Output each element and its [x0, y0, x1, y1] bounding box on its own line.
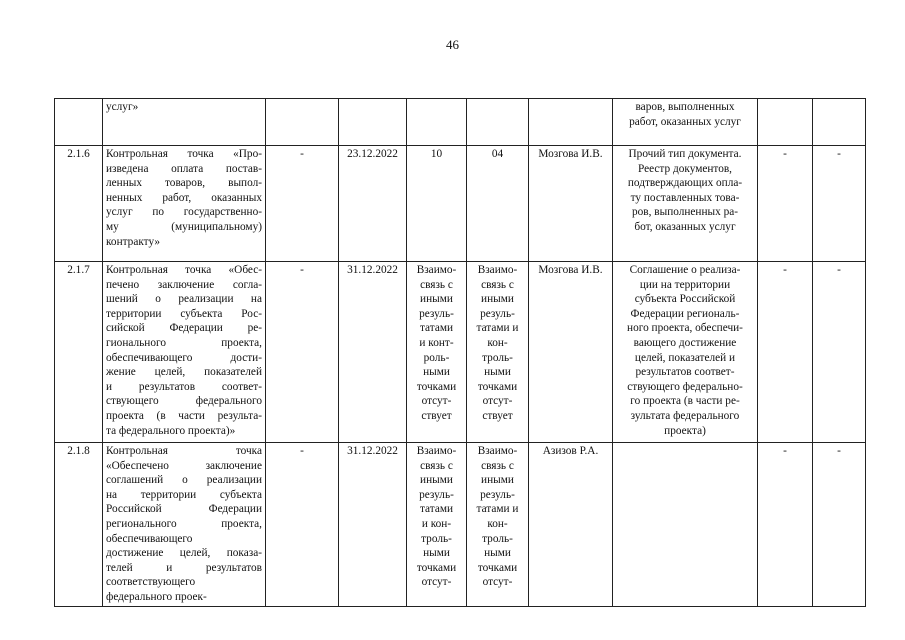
cell-text-line: ту поставленных това-: [630, 191, 740, 204]
responsible-person-cell: Мозгова И.В.: [529, 262, 613, 443]
cell-text-line: Федерации региональ-: [630, 307, 740, 320]
cell-text-line: телей и результатов: [106, 561, 262, 574]
relation-cell-1: [407, 146, 467, 262]
cell-text-line: работ, оказанных услуг: [629, 115, 741, 128]
cell-text-line: резуль-: [480, 307, 515, 320]
cell-text-line: ными: [423, 366, 450, 379]
cell-text-line: резуль-: [419, 488, 454, 501]
cell-text-line: связь с: [481, 459, 514, 472]
cell-text-line: Соглашение о реализа-: [629, 264, 741, 276]
cell-text-line: и кон-: [421, 517, 452, 530]
confirming-document-cell: [613, 262, 758, 443]
cell-text-line: соглашений о реализации: [106, 474, 262, 487]
cell-text-line: точками: [416, 380, 457, 393]
cell-text-line: троль-: [482, 532, 513, 545]
responsible-person-cell: [529, 99, 613, 146]
cell-text-line: сийской Федерации ре-: [106, 322, 262, 335]
cell-text-line: Контрольная точка: [106, 445, 262, 457]
confirming-document-cell: [613, 443, 758, 607]
cell-text-line: та федерального проекта)»: [106, 424, 236, 437]
responsible-person-cell: Мозгова И.В.: [529, 146, 613, 262]
cell-text-line: отсут-: [482, 395, 513, 408]
relation-cell-2: [467, 99, 529, 146]
cell-text-line: резуль-: [480, 488, 515, 501]
cell-text-line: и результатов соответ-: [106, 380, 262, 393]
correspondence-cell: -: [813, 146, 866, 262]
cell-text-line: печено заключение согла-: [106, 278, 262, 291]
cell-text-line: иными: [481, 474, 514, 487]
cell-text-line: Контрольная точка «Про-: [106, 148, 262, 160]
due-date-cell: 31.12.2022: [339, 262, 407, 443]
due-date-cell: 31.12.2022: [339, 443, 407, 607]
row-number-cell: [55, 99, 103, 146]
cell-text-line: точками: [477, 561, 518, 574]
cell-text-line: на территории субъекта: [106, 488, 262, 501]
cell-text-line: роль-: [423, 351, 450, 364]
cell-text-line: Взаимо-: [477, 264, 518, 276]
cell-text-line: Взаимо-: [477, 445, 518, 457]
relation-cell-1: [407, 443, 467, 607]
cell-text-line: проекта): [664, 424, 706, 437]
relation-cell-1: [407, 99, 467, 146]
cell-text-line: связь с: [481, 278, 514, 291]
cell-text-line: вающего достижение: [633, 336, 737, 349]
table-row: [55, 262, 866, 443]
flag-cell: -: [266, 262, 339, 443]
cell-text-line: федерального проек-: [106, 590, 207, 603]
row-number-cell: 2.1.7: [55, 262, 103, 443]
cell-text-line: отсут-: [421, 395, 452, 408]
correspondence-cell: -: [813, 443, 866, 607]
cell-text-line: подтверждающих опла-: [627, 177, 743, 190]
cell-text-line: му (муниципальному): [106, 220, 262, 233]
cell-text-line: ции на территории: [639, 278, 731, 291]
cell-text-line: связь с: [420, 459, 453, 472]
cell-text-line: шений о реализации на: [106, 293, 262, 306]
cell-text-line: 04: [491, 148, 504, 160]
cell-text-line: ными: [484, 547, 511, 560]
control-point-description-cell: [103, 262, 266, 443]
cell-text-line: отсут-: [482, 576, 513, 589]
cell-text-line: точками: [416, 561, 457, 574]
flag-cell: -: [266, 443, 339, 607]
flag-cell: -: [266, 146, 339, 262]
verification-cell: [758, 99, 813, 146]
cell-text-line: кон-: [487, 517, 508, 530]
cell-text-line: иными: [420, 474, 453, 487]
cell-text-line: ствующего федерально-: [627, 380, 743, 393]
cell-text-line: ствующего федерального: [106, 395, 262, 408]
control-point-description-cell: [103, 443, 266, 607]
table-row: [55, 443, 866, 607]
cell-text-line: Контрольная точка «Обес-: [106, 264, 262, 276]
due-date-cell: 23.12.2022: [339, 146, 407, 262]
cell-text-line: резуль-: [419, 307, 454, 320]
cell-text-line: услуг по государственно-: [106, 206, 262, 219]
cell-text-line: го проекта (в части ре-: [630, 395, 740, 408]
cell-text-line: зультата федерального: [630, 409, 740, 422]
cell-text-line: варов, выполненных: [635, 101, 735, 113]
cell-text-line: отсут-: [421, 576, 452, 589]
cell-text-line: «Обеспечено заключение: [106, 459, 262, 472]
relation-cell-2: [467, 146, 529, 262]
cell-text-line: иными: [481, 293, 514, 306]
confirming-document-cell: [613, 146, 758, 262]
cell-text-line: иными: [420, 293, 453, 306]
cell-text-line: проекта (в части результа-: [106, 409, 262, 422]
cell-text-line: татами и: [476, 322, 519, 335]
cell-text-line: услуг»: [106, 101, 139, 113]
cell-text-line: ствует: [482, 409, 513, 422]
responsible-person-cell: Азизов Р.А.: [529, 443, 613, 607]
row-number-cell: 2.1.6: [55, 146, 103, 262]
verification-cell: -: [758, 146, 813, 262]
cell-text-line: субъекта Российской: [634, 293, 736, 306]
control-point-description-cell: [103, 99, 266, 146]
cell-text-line: Прочий тип документа.: [628, 148, 742, 160]
cell-text-line: связь с: [420, 278, 453, 291]
cell-text-line: контракту»: [106, 235, 161, 248]
cell-text-line: точками: [477, 380, 518, 393]
cell-text-line: ров, выполненных ра-: [631, 206, 739, 219]
cell-text-line: ными: [423, 547, 450, 560]
cell-text-line: жение целей, показателей: [106, 366, 262, 379]
verification-cell: -: [758, 443, 813, 607]
cell-text-line: целей, показателей и: [634, 351, 736, 364]
cell-text-line: татами: [419, 322, 454, 335]
cell-text-line: 10: [430, 148, 443, 160]
cell-text-line: ленных товаров, выпол-: [106, 177, 262, 190]
due-date-cell: [339, 99, 407, 146]
cell-text-line: татами и: [476, 503, 519, 516]
cell-text-line: достижение целей, показа-: [106, 547, 262, 560]
cell-text-line: кон-: [487, 336, 508, 349]
table-row: [55, 99, 866, 146]
cell-text-line: регионального проекта,: [106, 517, 262, 530]
cell-text-line: ного проекта, обеспечи-: [627, 322, 743, 335]
cell-text-line: бот, оказанных услуг: [634, 220, 736, 233]
cell-text-line: и конт-: [419, 336, 454, 349]
cell-text-line: троль-: [421, 532, 452, 545]
relation-cell-2: [467, 443, 529, 607]
cell-text-line: гионального проекта,: [106, 336, 262, 349]
flag-cell: [266, 99, 339, 146]
cell-text-line: территории субъекта Рос-: [106, 307, 262, 320]
cell-text-line: ными: [484, 366, 511, 379]
cell-text-line: обеспечивающего дости-: [106, 351, 262, 364]
cell-text-line: Взаимо-: [416, 264, 457, 276]
control-point-description-cell: [103, 146, 266, 262]
cell-text-line: Реестр документов,: [637, 162, 733, 175]
correspondence-cell: [813, 99, 866, 146]
correspondence-cell: -: [813, 262, 866, 443]
cell-text-line: результатов соответ-: [635, 366, 735, 379]
cell-text-line: Российской Федерации: [106, 503, 262, 516]
cell-text-line: изведена оплата постав-: [106, 162, 262, 175]
confirming-document-cell: [613, 99, 758, 146]
relation-cell-1: [407, 262, 467, 443]
cell-text-line: Взаимо-: [416, 445, 457, 457]
cell-text-line: татами: [419, 503, 454, 516]
relation-cell-2: [467, 262, 529, 443]
cell-text-line: обеспечивающего: [106, 532, 193, 545]
cell-text-line: соответствующего: [106, 576, 196, 589]
cell-text-line: троль-: [482, 351, 513, 364]
control-points-table: [54, 98, 866, 607]
row-number-cell: 2.1.8: [55, 443, 103, 607]
page-number: 46: [446, 37, 459, 52]
cell-text-line: ненных работ, оказанных: [106, 191, 262, 204]
verification-cell: -: [758, 262, 813, 443]
table-row: [55, 146, 866, 262]
cell-text-line: ствует: [421, 409, 452, 422]
